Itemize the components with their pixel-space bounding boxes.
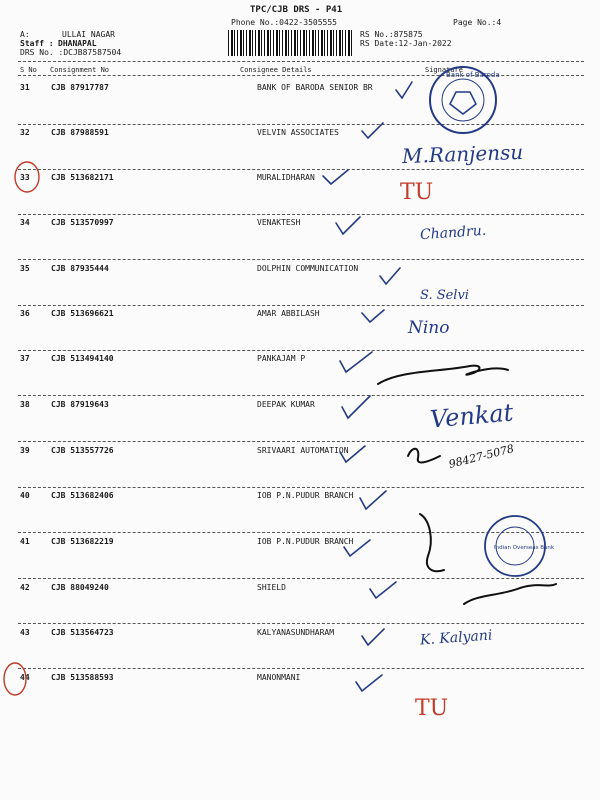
row-serial: 36 bbox=[20, 309, 30, 318]
iob-stamp bbox=[485, 516, 555, 576]
row-consignment: CJB 513682219 bbox=[51, 537, 114, 546]
row-consignment: CJB 88049240 bbox=[51, 583, 109, 592]
column-consignment: Consignment No bbox=[50, 66, 110, 74]
row-serial: 31 bbox=[20, 83, 30, 92]
row-consignee: MANONMANI bbox=[257, 673, 301, 682]
row-consignment: CJB 513494140 bbox=[51, 354, 114, 363]
row-consignment: CJB 513682406 bbox=[51, 491, 114, 500]
signature-pankajam bbox=[378, 366, 508, 384]
phone-number: Phone No.:0422-3505555 bbox=[231, 18, 337, 27]
signature-kalyana: K. Kalyani bbox=[419, 627, 493, 649]
signature-venaktesh: Chandru. bbox=[419, 222, 487, 244]
row-consignee: VELVIN ASSOCIATES bbox=[257, 128, 339, 137]
row-consignee: BANK OF BARODA SENIOR BR bbox=[257, 83, 373, 92]
signature-shield bbox=[464, 584, 556, 604]
row-consignment: CJB 513557726 bbox=[51, 446, 114, 455]
row-consignee: SHIELD bbox=[257, 583, 286, 592]
column-sno: S No bbox=[20, 66, 37, 74]
row-serial: 33 bbox=[20, 173, 30, 182]
iob-stamp-text: Indian Overseas Bank bbox=[494, 545, 555, 551]
signature-velvin: M.Ranjensu bbox=[401, 139, 524, 169]
row-consignment: CJB 87988591 bbox=[51, 128, 109, 137]
row-serial: 32 bbox=[20, 128, 30, 137]
row-serial: 44 bbox=[20, 673, 30, 682]
row-consignee: IOB P.N.PUDUR BRANCH bbox=[257, 537, 354, 546]
phone-note-srivaari: 98427-5078 bbox=[447, 442, 516, 471]
row-serial: 43 bbox=[20, 628, 30, 637]
scribble-signatures bbox=[378, 366, 556, 604]
row-consignee: AMAR ABBILASH bbox=[257, 309, 320, 318]
row-serial: 35 bbox=[20, 264, 30, 273]
tu-mark-manonmani: TU bbox=[415, 696, 449, 721]
bank-stamp bbox=[430, 67, 500, 133]
row-consignee: PANKAJAM P bbox=[257, 354, 306, 363]
row-consignment: CJB 87935444 bbox=[51, 264, 109, 273]
row-consignee: DEEPAK KUMAR bbox=[257, 400, 315, 409]
tu-mark-muralidharan: TU bbox=[400, 180, 434, 205]
signature-dolphin: S. Selvi bbox=[420, 288, 469, 303]
drs-number: DRS No. :DCJB87587504 bbox=[20, 48, 122, 57]
signature-iob bbox=[420, 514, 444, 571]
row-serial: 41 bbox=[20, 537, 30, 546]
row-consignee: MURALIDHARAN bbox=[257, 173, 315, 182]
area-value: ULLAI NAGAR bbox=[62, 30, 115, 39]
signature-deepak: Venkat bbox=[428, 398, 515, 434]
red-circle-33 bbox=[15, 162, 39, 192]
staff-value: DHANAPAL bbox=[58, 39, 97, 48]
column-signature: Signature bbox=[425, 66, 463, 74]
row-serial: 40 bbox=[20, 491, 30, 500]
row-consignment: CJB 513682171 bbox=[51, 173, 114, 182]
row-consignee: SRIVAARI AUTOMATION bbox=[257, 446, 349, 455]
staff-label: Staff : bbox=[20, 39, 54, 48]
row-serial: 39 bbox=[20, 446, 30, 455]
row-consignee: DOLPHIN COMMUNICATION bbox=[257, 264, 359, 273]
bank-stamp-text: Bank of Baroda bbox=[446, 71, 500, 79]
row-consignment: CJB 87919643 bbox=[51, 400, 109, 409]
row-consignee: IOB P.N.PUDUR BRANCH bbox=[257, 491, 354, 500]
row-consignment: CJB 87917787 bbox=[51, 83, 109, 92]
signature-amar: Nino bbox=[408, 318, 450, 338]
row-consignment: CJB 513570997 bbox=[51, 218, 114, 227]
rs-number: RS No.:875875 bbox=[360, 30, 423, 39]
row-consignment: CJB 513588593 bbox=[51, 673, 114, 682]
row-serial: 37 bbox=[20, 354, 30, 363]
page-number: Page No.:4 bbox=[453, 18, 502, 27]
signature-srivaari bbox=[408, 449, 440, 463]
row-consignee: VENAKTESH bbox=[257, 218, 301, 227]
row-consignment: CJB 513696621 bbox=[51, 309, 114, 318]
area-label: A: bbox=[20, 30, 30, 39]
row-serial: 42 bbox=[20, 583, 30, 592]
tick-marks bbox=[323, 82, 412, 691]
rs-date: RS Date:12-Jan-2022 bbox=[360, 39, 452, 48]
sheet-title: TPC/CJB DRS - P41 bbox=[250, 5, 343, 15]
row-serial: 34 bbox=[20, 218, 30, 227]
row-serial: 38 bbox=[20, 400, 30, 409]
red-circle-44 bbox=[4, 663, 26, 695]
row-consignment: CJB 513564723 bbox=[51, 628, 114, 637]
row-consignee: KALYANASUNDHARAM bbox=[257, 628, 335, 637]
column-consignee: Consignee Details bbox=[240, 66, 312, 74]
